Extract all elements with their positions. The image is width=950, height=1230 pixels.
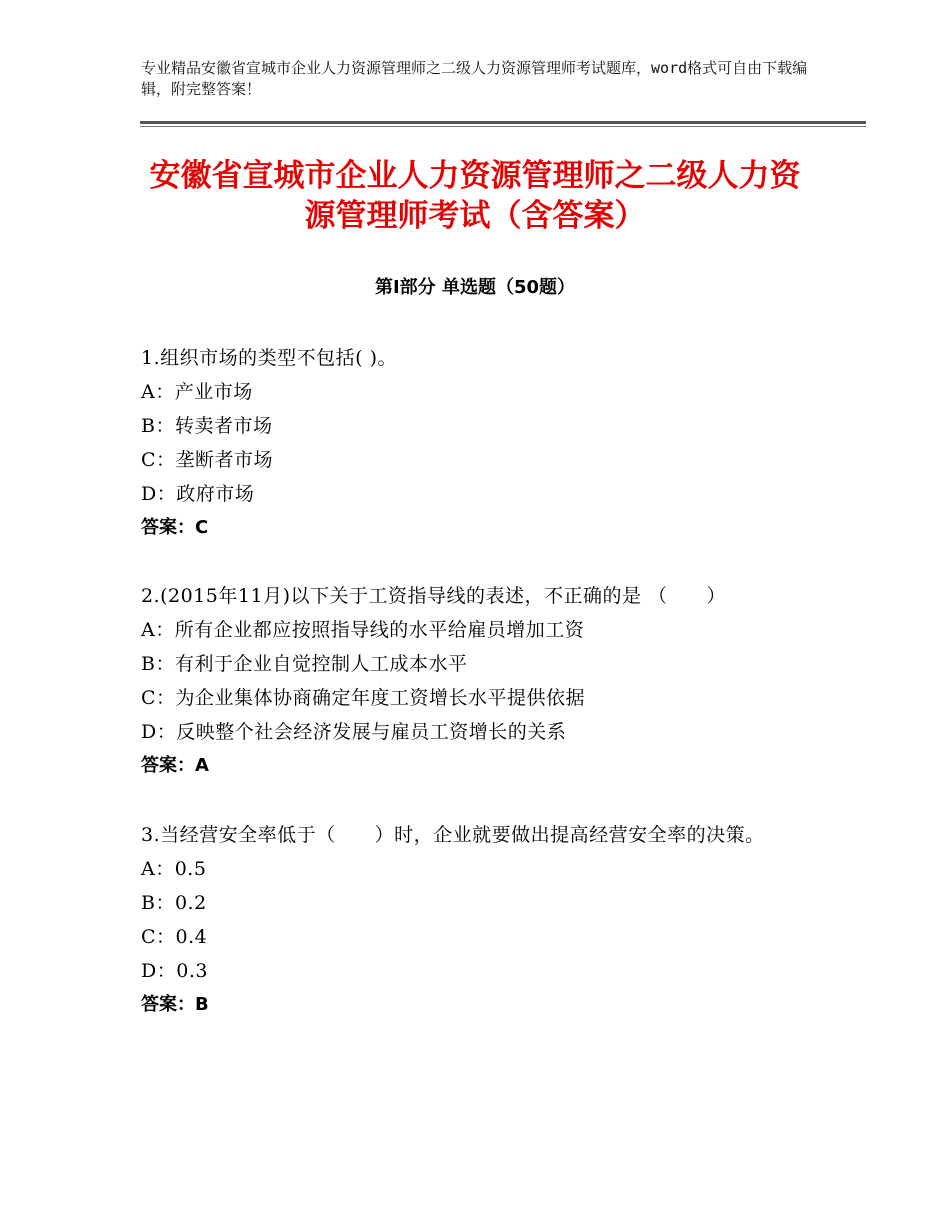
answer: 答案：C: [141, 517, 209, 538]
option-b: B：0.2: [141, 892, 207, 914]
question-1: [141, 341, 811, 545]
header-rule-thick: [140, 121, 866, 124]
question-2: [141, 579, 811, 783]
answer: 答案：A: [141, 755, 209, 776]
option-a: A：产业市场: [141, 381, 253, 403]
header-rule-thin: [140, 126, 866, 127]
option-d: D：反映整个社会经济发展与雇员工资增长的关系: [141, 721, 567, 743]
header-note: 专业精品安徽省宣城市企业人力资源管理师之二级人力资源管理师考试题库，word格式可自由下载编辑，附完整答案！: [141, 59, 808, 98]
option-b: B：转卖者市场: [141, 415, 273, 437]
option-a: A：0.5: [141, 858, 207, 880]
question-stem: 1.组织市场的类型不包括( )。: [141, 347, 397, 369]
option-c: C：0.4: [141, 926, 208, 948]
option-d: D：0.3: [141, 960, 208, 982]
option-b: B：有利于企业自觉控制人工成本水平: [141, 653, 468, 675]
answer: 答案：B: [141, 994, 209, 1015]
option-c: C：为企业集体协商确定年度工资增长水平提供依据: [141, 687, 586, 709]
document-title: 安徽省宣城市企业人力资源管理师之二级人力资源管理师考试（含答案）: [149, 158, 801, 234]
section-title: 第Ⅰ部分 单选题（50题）: [374, 277, 575, 298]
question-stem: 2.(2015年11月)以下关于工资指导线的表述，不正确的是 （ ）: [141, 585, 727, 607]
option-d: D：政府市场: [141, 483, 255, 505]
option-a: A：所有企业都应按照指导线的水平给雇员增加工资: [141, 619, 585, 641]
question-stem: 3.当经营安全率低于（ ）时，企业就要做出提高经营安全率的决策。: [141, 824, 765, 846]
question-3: [141, 818, 811, 1022]
option-c: C：垄断者市场: [141, 449, 274, 471]
